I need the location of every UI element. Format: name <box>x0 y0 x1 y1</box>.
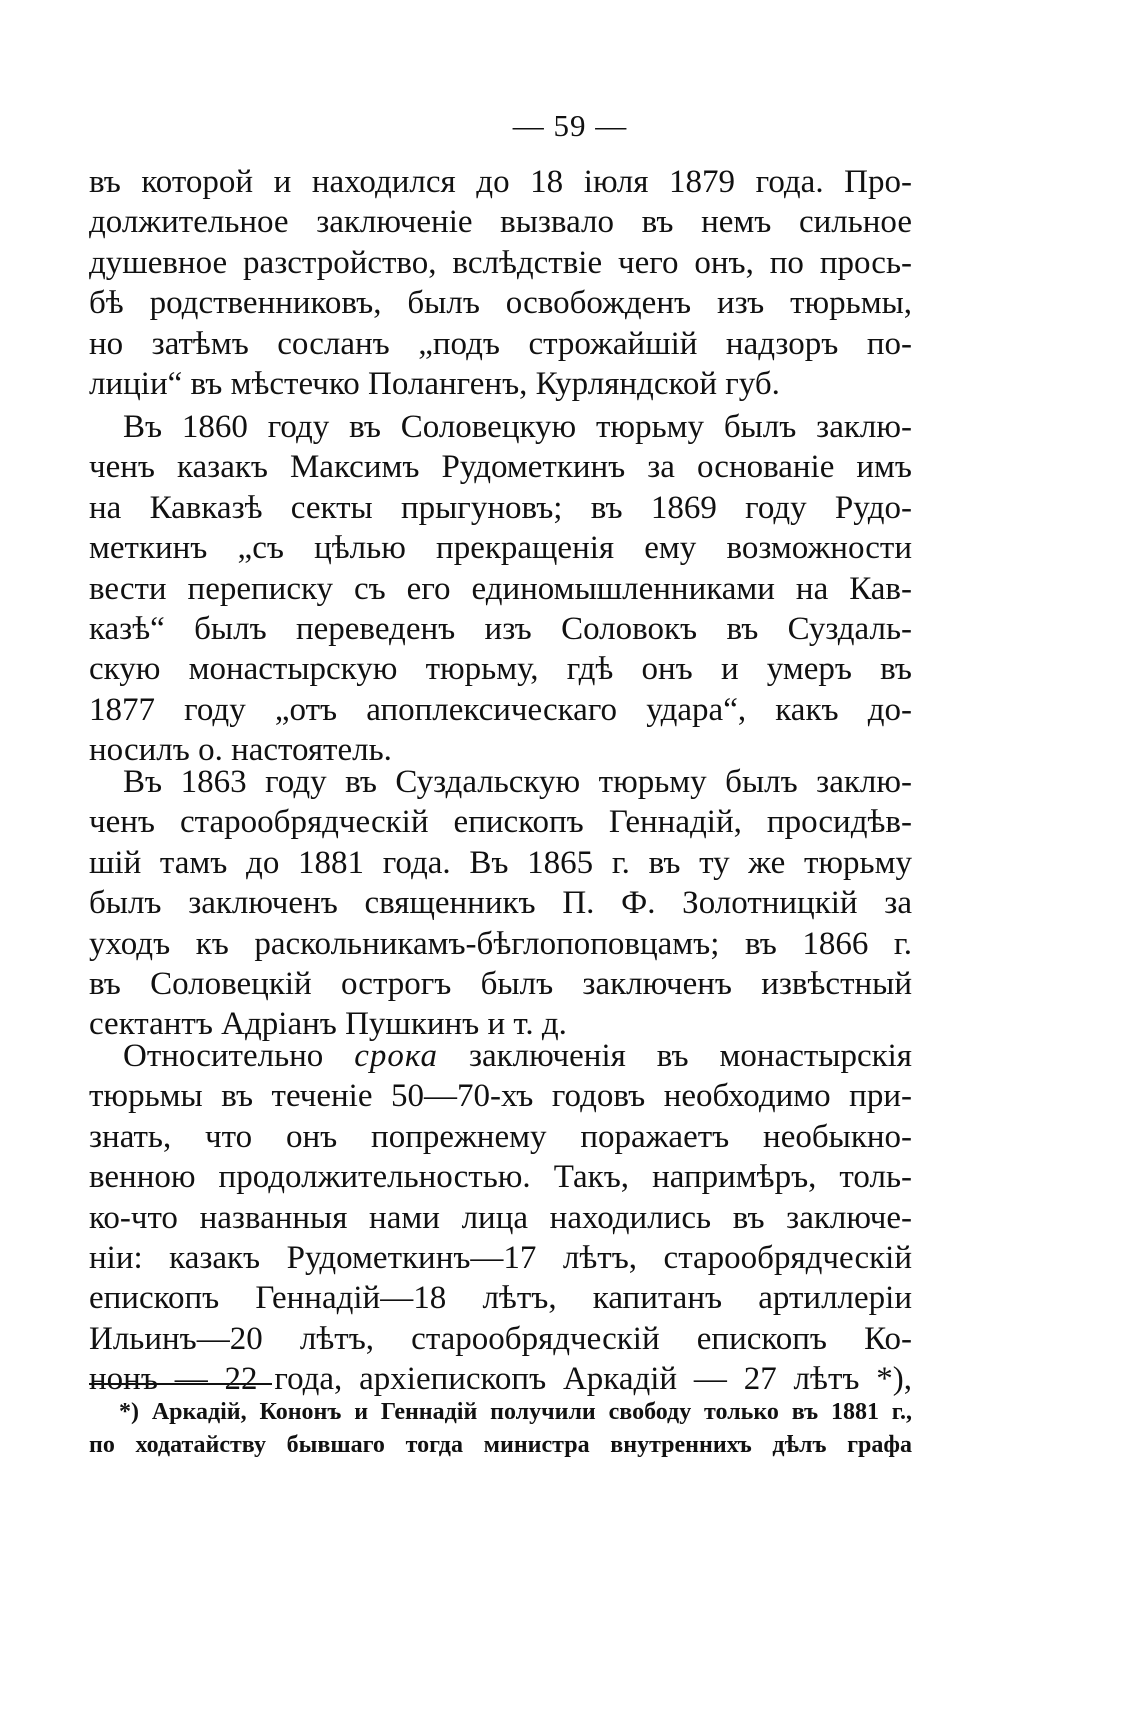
text-line: ченъ казакъ Максимъ Рудометкинъ за основаніе имъ <box>89 449 912 486</box>
text-line: носилъ о. настоятель. <box>89 732 392 769</box>
text-line: душевное разстройство, вслѣдствіе чего онъ, по прось- <box>89 244 912 281</box>
text-line: епископъ Геннадій—18 лѣтъ, капитанъ артиллеріи <box>89 1280 912 1317</box>
text-line <box>89 1036 912 1076</box>
text-line: казѣ“ былъ переведенъ изъ Соловокъ въ Суздаль- <box>89 610 912 647</box>
text-line: вести переписку съ его единомышленниками на Кав- <box>89 570 912 607</box>
text-line: скую монастырскую тюрьму, гдѣ онъ и умеръ въ <box>89 651 912 688</box>
page-number: — 59 — <box>512 108 628 143</box>
text-fragment: Относительно <box>123 1038 355 1074</box>
footnote-line: *) Аркадій, Кононъ и Геннадій получили свободу только въ 1881 г., <box>119 1399 912 1425</box>
text-line: тюрьмы въ теченіе 50—70-хъ годовъ необходимо при- <box>89 1078 912 1115</box>
text-line: бѣ родственниковъ, былъ освобожденъ изъ тюрьмы, <box>89 285 912 322</box>
text-line: знать, что онъ попрежнему поражаетъ необыкно- <box>89 1118 912 1155</box>
text-line: въ Соловецкій острогъ былъ заключенъ извѣстный <box>89 965 912 1002</box>
footnote-divider <box>89 1383 272 1385</box>
text-line: на Кавказѣ секты прыгуновъ; въ 1869 году Рудо- <box>89 489 912 526</box>
text-line: венною продолжительностью. Такъ, напримѣръ, толь- <box>89 1159 912 1196</box>
text-line: нонъ — 22 года, архіепископъ Аркадій — 27 лѣтъ *), <box>89 1361 912 1398</box>
text-line: должительное заключеніе вызвало въ немъ сильное <box>89 204 912 241</box>
emphasized-word: срока <box>354 1038 439 1074</box>
text-fragment: заключенія въ монастырскія <box>438 1038 912 1074</box>
paragraph-2 <box>89 407 912 771</box>
footnote-line: по ходатайству бывшаго тогда министра внутреннихъ дѣлъ графа <box>89 1432 912 1458</box>
text-line: шій тамъ до 1881 года. Въ 1865 г. въ ту же тюрьму <box>89 844 912 881</box>
text-line: сектантъ Адріанъ Пушкинъ и т. д. <box>89 1006 567 1043</box>
text-line: 1877 году „отъ апоплексическаго удара“, какъ до- <box>89 691 912 728</box>
text-line: въ которой и находился до 18 іюля 1879 года. Про- <box>89 164 912 200</box>
text-line: Въ 1863 году въ Суздальскую тюрьму былъ заклю- <box>123 764 912 800</box>
text-line: меткинъ „съ цѣлью прекращенія ему возможности <box>89 530 912 567</box>
text-line: но затѣмъ сосланъ „подъ строжайшій надзоръ по- <box>89 325 912 362</box>
text-line: уходъ къ раскольникамъ-бѣглопоповцамъ; въ 1866 г. <box>89 925 912 962</box>
paragraph-3 <box>89 762 912 1045</box>
text-line: ченъ старообрядческій епископъ Геннадій, просидѣв- <box>89 804 912 841</box>
text-line: Въ 1860 году въ Соловецкую тюрьму былъ заклю- <box>123 409 912 445</box>
text-line: былъ заключенъ священникъ П. Ф. Золотницкій за <box>89 885 912 922</box>
paragraph-4 <box>89 1036 912 1400</box>
text-line: лиціи“ въ мѣстечко Полангенъ, Курляндской губ. <box>89 365 780 402</box>
text-line: ніи: казакъ Рудометкинъ—17 лѣтъ, старообрядческій <box>89 1239 912 1276</box>
paragraph-1 <box>89 162 912 404</box>
text-line: Ильинъ—20 лѣтъ, старообрядческій епископъ Ко- <box>89 1320 912 1357</box>
footnote <box>89 1396 912 1462</box>
text-line: ко-что названныя нами лица находились въ заключе- <box>89 1199 912 1236</box>
